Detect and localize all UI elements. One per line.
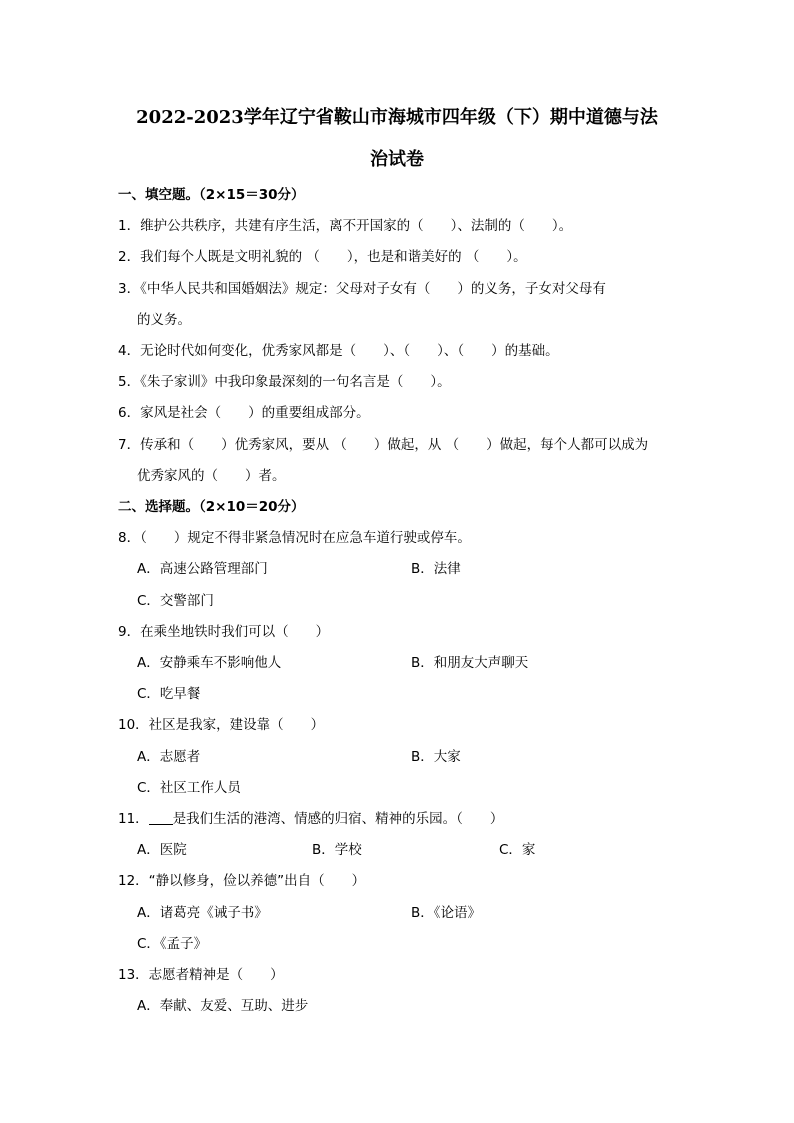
question-12-option-a: A．诸葛亮《诫子书》 bbox=[137, 905, 268, 921]
question-8-option-b: B．法律 bbox=[411, 561, 461, 577]
section-fill-in-heading: 一、填空题。（2×15＝30分） bbox=[118, 187, 305, 203]
question-1: 1．维护公共秩序，共建有序生活，离不开国家的（ ）、法制的（ ）。 bbox=[118, 218, 573, 234]
exam-title-line1: 2022-2023学年辽宁省鞍山市海城市四年级（下）期中道德与法 bbox=[136, 107, 658, 128]
question-9-option-b: B．和朋友大声聊天 bbox=[411, 655, 529, 671]
question-8-option-a: A．高速公路管理部门 bbox=[137, 561, 268, 577]
question-10-option-c: C．社区工作人员 bbox=[137, 780, 241, 796]
question-4: 4．无论时代如何变化，优秀家风都是（ ）、（ ）、（ ）的基础。 bbox=[118, 343, 559, 359]
question-13: 13．志愿者精神是（ ） bbox=[118, 967, 284, 983]
question-3-line1: 3．《中华人民共和国婚姻法》规定：父母对子女有（ ）的义务，子女对父母有 bbox=[118, 281, 606, 297]
question-11-stem: 是我们生活的港湾、情感的归宿、精神的乐园。（ ） bbox=[172, 811, 504, 827]
question-10-option-a: A．志愿者 bbox=[137, 749, 201, 765]
question-7-line1: 7．传承和（ ）优秀家风，要从 （ ）做起，从 （ ）做起，每个人都可以成为 bbox=[118, 437, 649, 453]
question-11 bbox=[118, 809, 503, 829]
question-7-line2: 优秀家风的（ ）者。 bbox=[137, 468, 286, 484]
exam-title-line2: 治试卷 bbox=[370, 149, 424, 170]
question-11-option-c: C．家 bbox=[499, 842, 536, 858]
section-choice-heading: 二、选择题。（2×10＝20分） bbox=[118, 499, 305, 515]
question-12: 12．“静以修身，俭以养德”出自（ ） bbox=[118, 873, 366, 889]
question-11-option-a: A．医院 bbox=[137, 842, 187, 858]
question-13-option-a: A．奉献、友爱、互助、进步 bbox=[137, 998, 309, 1014]
question-3-line2: 的义务。 bbox=[137, 312, 191, 328]
question-8-option-c: C．交警部门 bbox=[137, 593, 214, 609]
question-12-option-b: B．《论语》 bbox=[411, 905, 482, 921]
question-12-option-c: C．《孟子》 bbox=[137, 936, 208, 952]
blank-line bbox=[149, 810, 173, 825]
question-11-option-b: B．学校 bbox=[312, 842, 362, 858]
question-2: 2．我们每个人既是文明礼貌的 （ ），也是和谐美好的 （ ）。 bbox=[118, 249, 527, 265]
question-9: 9．在乘坐地铁时我们可以（ ） bbox=[118, 624, 330, 640]
question-10-option-b: B．大家 bbox=[411, 749, 461, 765]
question-10: 10．社区是我家，建设靠（ ） bbox=[118, 717, 325, 733]
question-9-option-a: A．安静乘车不影响他人 bbox=[137, 655, 282, 671]
question-5: 5．《朱子家训》中我印象最深刻的一句名言是（ ）。 bbox=[118, 374, 451, 390]
question-9-option-c: C．吃早餐 bbox=[137, 686, 201, 702]
question-8: 8．（ ）规定不得非紧急情况时在应急车道行驶或停车。 bbox=[118, 530, 471, 546]
question-6: 6．家风是社会（ ）的重要组成部分。 bbox=[118, 405, 370, 421]
question-11-number: 11． bbox=[118, 811, 149, 827]
